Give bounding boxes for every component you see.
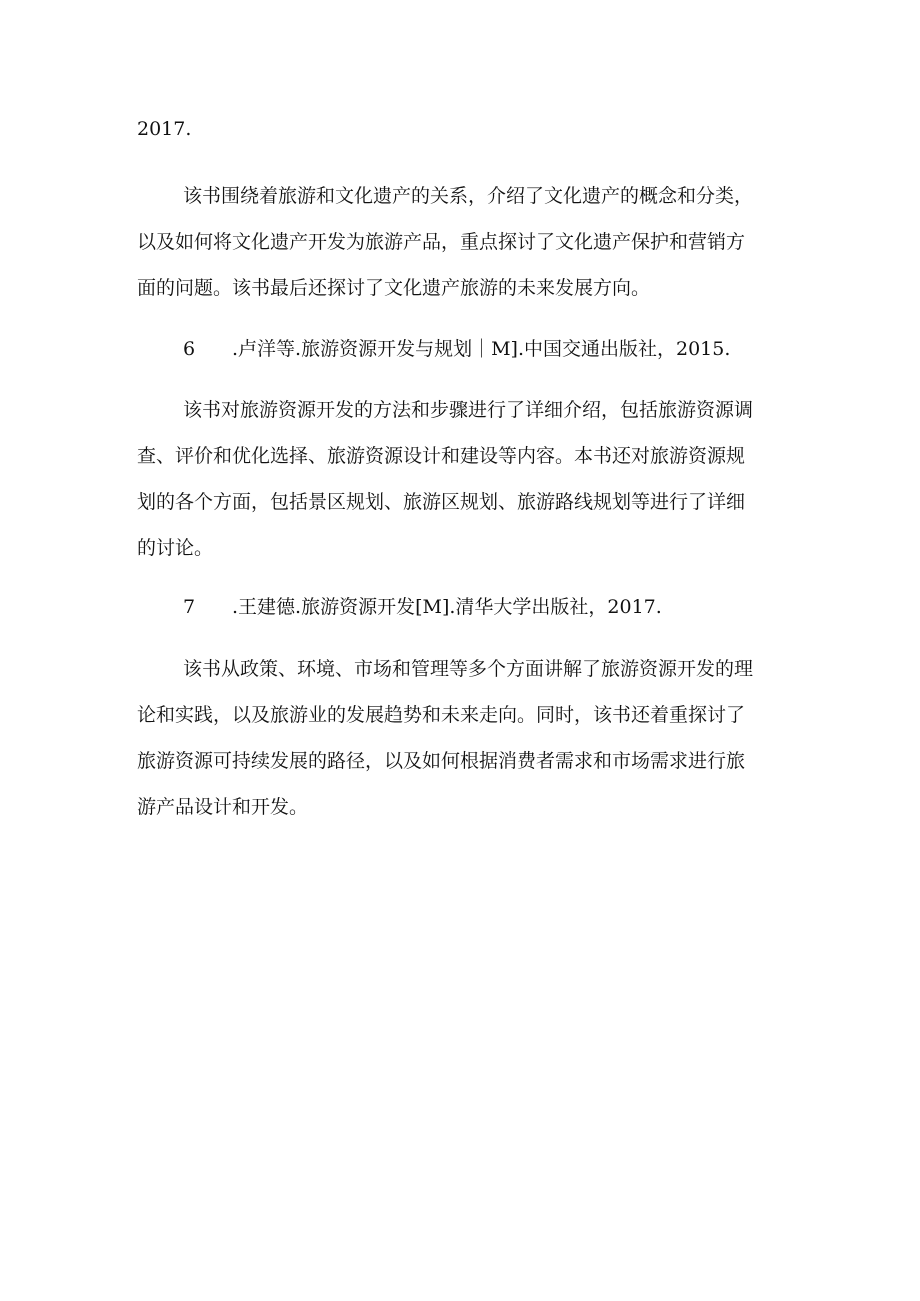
paragraph-1-line-1: 该书围绕着旅游和文化遗产的关系，介绍了文化遗产的概念和分类， (183, 185, 754, 207)
paragraph-2-line-1: 该书对旅游资源开发的方法和步骤进行了详细介绍，包括旅游资源调 (183, 399, 754, 421)
paragraph-2-line-2: 查、评价和优化选择、旅游资源设计和建设等内容。本书还对旅游资源规 (137, 445, 746, 467)
paragraph-2-line-3: 划的各个方面，包括景区规划、旅游区规划、旅游路线规划等进行了详细 (137, 491, 746, 513)
top-fragment: 2017. (137, 118, 192, 140)
reference-7-number: 7 (183, 596, 196, 618)
paragraph-3-line-4: 游产品设计和开发。 (137, 796, 309, 818)
paragraph-2-line-4: 的讨论。 (137, 537, 214, 559)
paragraph-1-line-2: 以及如何将文化遗产开发为旅游产品，重点探讨了文化遗产保护和营销方 (137, 231, 746, 253)
reference-7-text: .王建德.旅游资源开发[M].清华大学出版社，2017. (232, 596, 662, 618)
reference-6-number: 6 (183, 338, 196, 360)
paragraph-3-line-1: 该书从政策、环境、市场和管理等多个方面讲解了旅游资源开发的理 (183, 658, 754, 680)
paragraph-3-line-2: 论和实践，以及旅游业的发展趋势和未来走向。同时，该书还着重探讨了 (137, 704, 746, 726)
paragraph-1-line-3: 面的问题。该书最后还探讨了文化遗产旅游的未来发展方向。 (137, 277, 651, 299)
reference-6-text: .卢洋等.旅游资源开发与规划｜M].中国交通出版社，2015. (232, 338, 731, 360)
paragraph-3-line-3: 旅游资源可持续发展的路径，以及如何根据消费者需求和市场需求进行旅 (137, 750, 746, 772)
